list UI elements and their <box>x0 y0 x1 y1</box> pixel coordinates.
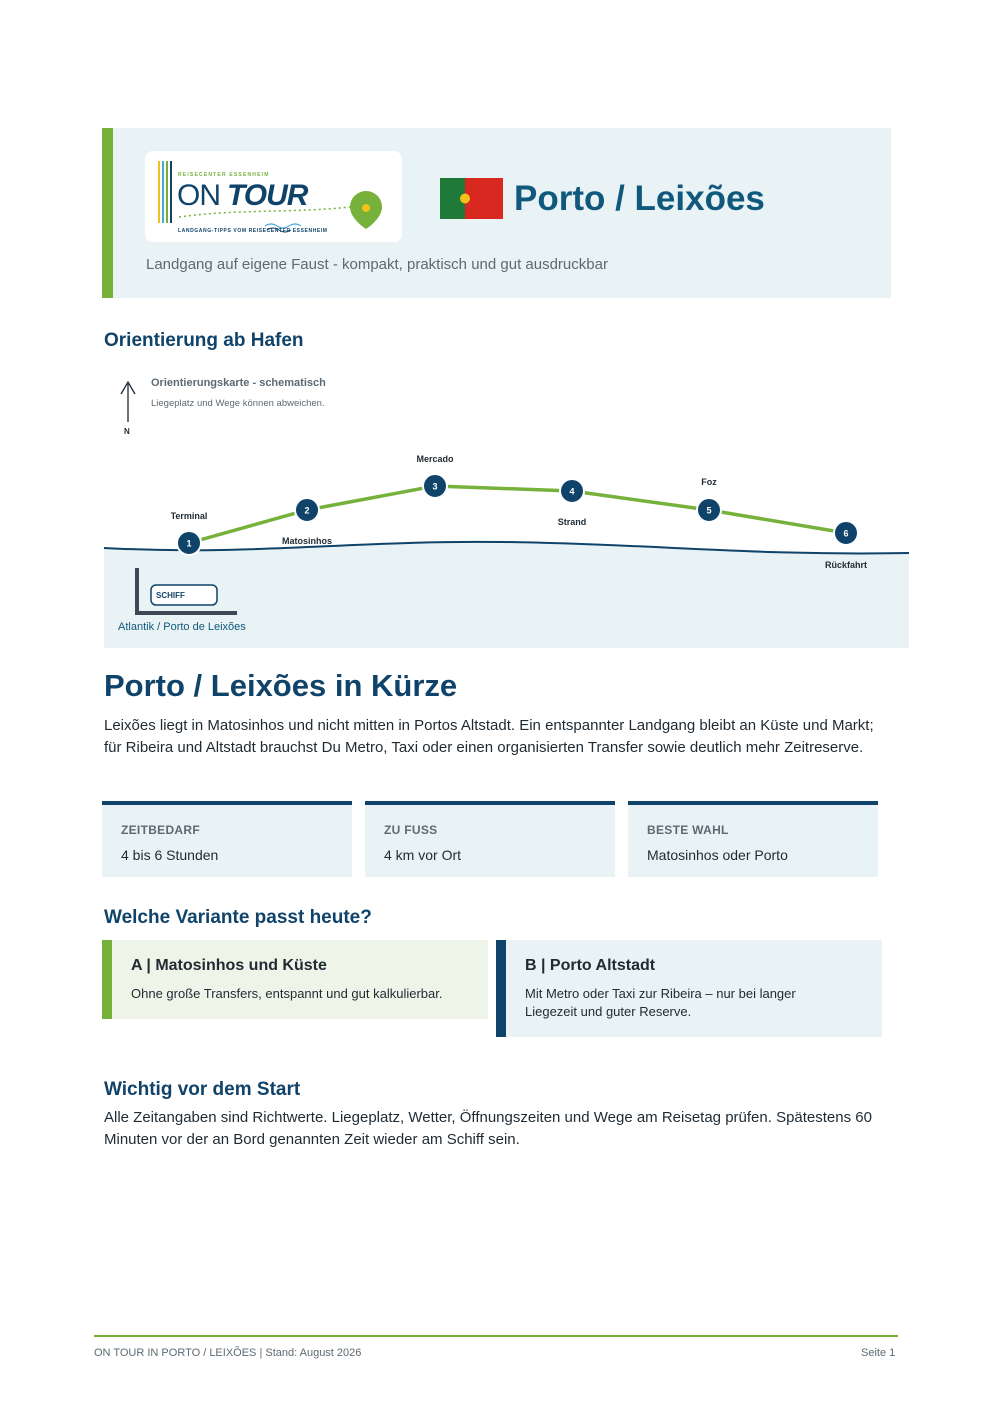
map-note: Liegeplatz und Wege können abweichen. <box>151 398 325 409</box>
svg-text:5: 5 <box>706 505 712 516</box>
page-subtitle: Landgang auf eigene Faust - kompakt, praktisch und gut ausdruckbar <box>146 256 608 273</box>
stop-label-strand: Strand <box>557 517 587 527</box>
notice-heading: Wichtig vor dem Start <box>104 1079 301 1100</box>
fact-label: ZEITBEDARF <box>121 823 200 837</box>
fact-value: 4 km vor Ort <box>384 847 462 863</box>
stop-label-terminal: Terminal <box>170 511 208 521</box>
fact-card-zeitbedarf <box>102 801 352 877</box>
variant-b-title: B | Porto Altstadt <box>525 957 656 974</box>
map-title: Orientierungskarte - schematisch <box>151 377 326 389</box>
svg-text:4: 4 <box>569 486 575 497</box>
svg-text:6: 6 <box>843 528 849 539</box>
fact-card-zu-fuss <box>365 801 615 877</box>
stop-5 <box>697 477 721 522</box>
fact-label: ZU FUSS <box>384 823 438 837</box>
stop-3 <box>416 454 454 498</box>
stop-1 <box>171 511 208 555</box>
stop-label-foz: Foz <box>701 477 717 487</box>
variant-a-title: A | Matosinhos und Küste <box>131 957 327 974</box>
logo-wordmark-on: ON <box>177 179 220 212</box>
stop-6 <box>825 521 867 570</box>
logo-wordmark-tour: TOUR <box>227 179 308 212</box>
stop-label-rueckfahrt: Rückfahrt <box>824 560 868 570</box>
svg-text:3: 3 <box>432 481 438 492</box>
page-title: Porto / Leixões <box>514 179 765 218</box>
ontour-logo <box>145 151 402 242</box>
stop-label-matosinhos: Matosinhos <box>281 536 333 546</box>
fact-card-beste-wahl <box>628 801 878 877</box>
ship-icon <box>151 585 217 605</box>
north-arrow-icon <box>121 382 135 422</box>
stop-label-mercado: Mercado <box>416 454 454 464</box>
fact-label: BESTE WAHL <box>647 823 729 837</box>
variant-a-text: Ohne große Transfers, entspannt und gut kalkulierbar. <box>131 986 443 1001</box>
variant-a-card <box>102 940 488 1019</box>
variants-heading: Welche Variante passt heute? <box>104 907 372 928</box>
footer-divider <box>94 1335 898 1337</box>
summary-heading: Porto / Leixões in Kürze <box>104 668 458 703</box>
north-label: N <box>124 427 130 436</box>
orientation-map <box>104 370 909 650</box>
page-number: Seite 1 <box>861 1347 896 1359</box>
variant-b-text: Mit Metro oder Taxi zur Ribeira – nur bei langer Liegezeit und guter Reserve. <box>525 986 796 1019</box>
footer-left-text: ON TOUR IN PORTO / LEIXÕES | Stand: August 2026 <box>94 1347 362 1359</box>
variant-b-card <box>496 940 882 1037</box>
stop-4 <box>558 479 587 527</box>
header-accent-bar <box>102 128 113 298</box>
svg-text:1: 1 <box>186 538 192 549</box>
water-area <box>104 558 909 648</box>
logo-tagline-bottom: LANDGANG-TIPPS VOM REISECENTER ESSENHEIM <box>178 228 328 234</box>
portugal-flag-icon <box>440 178 503 219</box>
svg-text:2: 2 <box>304 505 310 516</box>
orientation-heading: Orientierung ab Hafen <box>104 330 304 351</box>
notice-text: Alle Zeitangaben sind Richtwerte. Liegeplatz, Wetter, Öffnungszeiten und Wege am Reisetag prüfen. Spätestens 60 Minuten vor der an Bord genannten Zeit wieder am Schiff sein. <box>104 1109 872 1148</box>
fact-value: Matosinhos oder Porto <box>647 847 788 863</box>
fact-value: 4 bis 6 Stunden <box>121 847 219 863</box>
water-label: Atlantik / Porto de Leixões <box>118 621 246 633</box>
logo-tagline-top: REISECENTER ESSENHEIM <box>178 172 270 178</box>
summary-intro: Leixões liegt in Matosinhos und nicht mitten in Portos Altstadt. Ein entspannter Landgang bleibt an Küste und Markt; für Ribeira und Altstadt brauchst Du Metro, Taxi oder einen organisierten Transfer sowie deutlich mehr Zeitreserve. <box>104 717 874 756</box>
route-line <box>189 486 849 543</box>
ship-label: SCHIFF <box>156 591 185 600</box>
location-pin-icon <box>350 191 382 229</box>
